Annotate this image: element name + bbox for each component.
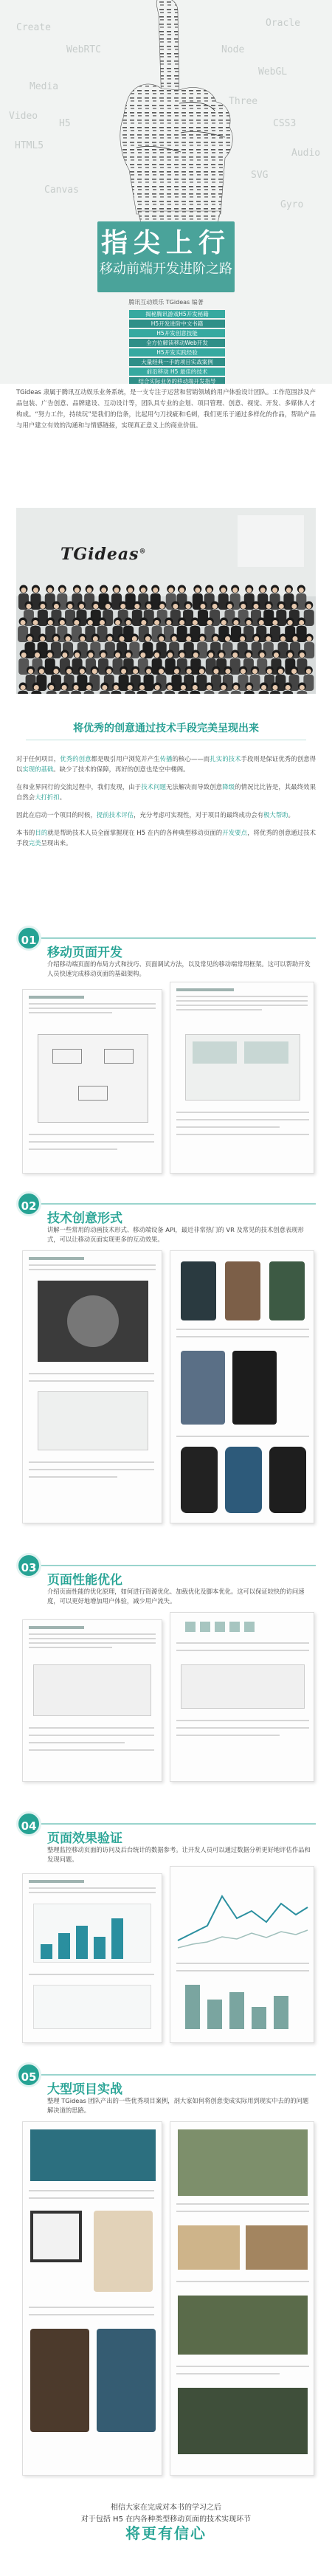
person-face [140,652,145,658]
team-photo [16,508,316,694]
person-face [241,604,246,609]
person-face [28,669,33,674]
person-face [146,669,151,674]
person-face [221,685,226,690]
person-face [35,652,40,658]
person-face [114,685,119,690]
closing-line: 对于包括 H5 在内各种类型移动页面的技术实现环节 [80,2515,252,2524]
person-face [106,604,111,609]
person-face [26,604,31,609]
person-body [244,691,255,694]
person-face [101,652,106,658]
person-face [33,588,38,593]
chapter-number: 02 [16,1191,41,1216]
person-face [187,669,192,674]
person-face [21,652,27,658]
person-face [280,636,286,641]
person-face [219,652,224,658]
bg-word: H5 [59,118,71,129]
person-face [225,669,230,674]
person-face [227,604,232,609]
feature-tag: 全方位解读移动Web开发 [129,339,225,347]
bg-word: SVG [251,170,269,181]
chapter-line [30,1823,316,1825]
person-face [246,685,252,690]
person-face [100,620,105,625]
person-face [266,636,271,641]
person-face [40,604,45,609]
person-face [232,588,238,593]
closing-line: 相信大家在完成对本书的学习之后 [111,2504,221,2512]
person-body [165,691,175,694]
person-face [306,604,311,609]
mission-paragraph: 对于任何项目，优秀的创意都是吸引用户浏览并产生传播的核心——而扎实的技术手段则是保证优秀的创意得以实现的基础。缺少了技术的保障，再好的创意也是空中楼阁。 [16,755,317,773]
person-face [53,636,58,641]
chapter-01 [0,923,332,1188]
chapter-line [30,1565,316,1566]
person-face [48,620,53,625]
person-face [193,652,198,658]
person-face [207,588,212,593]
person-face [134,604,139,609]
person-body [204,691,215,694]
person-face [181,685,186,690]
person-face [153,588,158,593]
person-face [193,620,198,625]
book-pages-preview [22,1866,314,2047]
book-pages-preview [22,1250,314,1531]
person-face [299,620,304,625]
chapter-02 [0,1188,332,1535]
person-face [21,685,26,690]
person-face [141,620,146,625]
feature-tag: 揭秘腾讯游戏H5开发秘籍 [129,310,225,318]
mission-heading: 将优秀的创意通过技术手段完美呈现出来 [73,723,259,734]
person-face [62,652,67,658]
person-face [75,588,80,593]
person-face [126,652,131,658]
person-face [60,588,65,593]
person-body [31,691,41,694]
person-face [286,588,291,593]
mission-paragraph: 在和业界同行的交流过程中，我们发现，由于技术问题无法解决而导致创意降级的情况比比皆是，其最终效果自然会大打折扣。 [16,783,317,801]
hero-banner [0,0,332,384]
person-face [168,588,173,593]
person-face [114,588,119,593]
person-face [233,685,238,690]
chapter-04 [0,1808,332,2052]
person-body [304,642,314,658]
person-face [241,669,246,674]
chapter-03 [0,1550,332,1794]
person-face [33,620,38,625]
book-page [22,1619,162,1782]
closing-highlight: 将更有信心 [125,2524,207,2542]
chapter-desc: 介绍页面性能的优化原理，如何进行资源优化、加载优化及脚本优化。这可以保证较快的访问速度，可以更好地增加用户体验，减少用户流失。 [47,1588,305,1605]
person-face [92,669,97,674]
person-face [259,620,264,625]
person-face [174,669,179,674]
chapter-desc: 介绍移动端页面的布局方式和技巧、页面调试方法，以及常见的移动端常用框架。这可以帮助开发人员快速完成移动页面的基础架构。 [47,960,311,977]
bg-word: Gyro [280,199,304,210]
person-face [207,620,212,625]
person-face [253,604,258,609]
person-body [257,658,267,675]
person-body [38,610,48,626]
person-body [190,691,200,694]
chapter-title: 移动页面开发 [47,946,122,960]
chapter-line [30,2074,316,2076]
person-face [39,669,44,674]
book-page [170,1250,314,1523]
chapter-number: 04 [16,1811,41,1836]
person-face [21,620,26,625]
person-face [166,620,171,625]
person-body [218,691,229,694]
bg-word: Video [9,111,38,122]
person-body [84,691,94,694]
person-face [167,685,173,690]
person-face [199,669,204,674]
person-face [221,588,226,593]
person-face [260,588,266,593]
person-face [115,620,120,625]
person-face [27,636,32,641]
person-body [71,691,81,694]
bg-word: Node [221,44,245,55]
closing-section [0,2502,332,2576]
book-pages-preview [22,1612,314,1789]
person-face [233,620,238,625]
feature-tag: 前沿移动 H5 最佳的技术 [129,368,225,376]
team-intro [0,384,332,509]
chapter-line [30,937,316,939]
feature-tag: H5开发实践经验 [129,348,225,357]
chapter-desc: 整理 TGideas 团队产出的一些优秀项目案例，剖大家如何将创意变成实际用到现实中去的的问题解决道的思路。 [47,2097,309,2114]
chapter-number: 01 [16,926,41,951]
person-face [115,652,120,658]
bg-word: HTML5 [15,140,44,151]
person-face [87,588,92,593]
person-body [100,691,110,694]
person-face [66,636,71,641]
person-face [53,669,58,674]
bg-word: WebGL [258,66,288,78]
mission-paragraph: 因此在启动一个项目的时候，提前技术评估，充分考虑可实现性，对于项目的最终成功会有极大帮助。 [16,811,294,819]
person-face [60,620,65,625]
person-face [213,669,218,674]
person-face [80,636,85,641]
person-face [88,620,93,625]
person-face [193,685,198,690]
person-face [195,588,200,593]
person-face [272,620,277,625]
person-face [300,685,305,690]
book-title: 指尖上行 [100,228,231,258]
person-face [186,604,191,609]
person-face [40,636,45,641]
chapter-number: 03 [16,1553,41,1578]
person-body [125,691,135,694]
person-body [136,691,147,694]
book-page [170,2121,314,2476]
person-face [179,652,184,658]
book-pages-preview [22,982,314,1181]
person-body [283,691,293,694]
person-face [133,669,138,674]
person-face [159,604,165,609]
chapter-desc: 讲解一些常用的动画技术形式、移动端设备 API，最近非常热门的 VR 及常见的技术创意表现形式，可以让移动页面实现更多的互动效果。 [47,1226,304,1243]
chapter-title: 技术创意形式 [47,1211,122,1226]
feature-tags [129,310,225,384]
person-face [173,604,178,609]
bg-word: Create [16,22,51,33]
person-face [101,588,106,593]
person-face [213,636,218,641]
bg-word: Media [30,81,59,92]
person-face [89,652,94,658]
person-body [178,691,188,694]
person-body [59,691,69,694]
person-face [145,636,151,641]
person-face [49,685,54,690]
chapter-title: 大型项目实战 [47,2082,122,2097]
person-face [286,685,291,690]
person-face [34,685,39,690]
person-face [246,620,252,625]
person-body [304,610,314,626]
chapter-title: 页面性能优化 [47,1573,122,1588]
bg-word: CSS3 [273,118,297,129]
person-face [306,669,311,674]
person-face [128,685,133,690]
person-face [272,588,277,593]
person-face [120,636,125,641]
person-face [146,604,151,609]
person-face [212,604,218,609]
person-face [252,669,257,674]
book-page [22,989,162,1174]
person-face [93,604,98,609]
person-body [231,691,241,694]
person-face [159,636,164,641]
person-body [152,691,162,694]
person-face [62,685,67,690]
person-face [75,652,80,658]
pointing-hand-illustration [85,0,258,258]
person-face [107,636,112,641]
person-face [274,652,279,658]
person-face [54,604,59,609]
person-face [200,636,205,641]
person-face [299,588,304,593]
person-face [260,652,265,658]
person-face [246,652,251,658]
book-page [22,1250,162,1523]
book-page [22,1873,162,2043]
feature-tag: H5开发进阶中文书籍 [129,320,225,328]
person-face [47,652,52,658]
person-body [111,691,121,694]
person-face [126,620,131,625]
team-photo-illustration [16,508,316,694]
person-face [121,669,126,674]
book-page [170,1866,314,2043]
person-body [46,691,57,694]
book-page [170,1612,314,1782]
bg-word: Three [229,96,258,107]
person-face [288,620,293,625]
person-face [154,620,159,625]
person-face [279,604,284,609]
person-face [254,636,259,641]
chapter-title: 页面效果验证 [47,1831,122,1846]
person-face [179,588,184,593]
book-title-box [97,221,235,292]
person-face [74,685,79,690]
person-body [270,691,280,694]
tgideas-logo: TGideas® [60,545,147,564]
person-face [86,685,91,690]
person-face [225,636,230,641]
person-face [93,636,98,641]
person-face [246,588,252,593]
person-face [288,652,293,658]
person-face [66,669,72,674]
line-graph-thumbnail [170,1874,314,1955]
person-body [259,691,269,694]
person-body [18,691,28,694]
person-face [120,604,125,609]
person-face [155,685,160,690]
feature-tag: 大量经典一手的项目实战案例 [129,358,225,366]
person-face [167,652,173,658]
person-face [132,636,137,641]
bg-word: Canvas [44,185,79,196]
bg-word: WebRTC [66,44,101,55]
person-face [159,669,164,674]
chapter-line [30,1203,316,1205]
person-face [179,620,184,625]
person-face [267,669,272,674]
person-face [232,652,238,658]
mission-paragraph: 本书的目的就是帮助技术人员全面掌握现在 H5 在内的各种典型移动页面的开发要点，将优秀的创意通过技术手段完美呈现出来。 [16,829,317,847]
bg-word: Oracle [266,18,300,29]
person-face [102,685,107,690]
person-face [106,669,111,674]
person-face [266,604,272,609]
person-face [47,588,52,593]
person-face [186,636,191,641]
chapter-number: 05 [16,2062,41,2087]
person-face [74,620,79,625]
person-face [307,636,312,641]
person-body [230,658,241,675]
person-face [80,669,85,674]
feature-tag: H5开发创意技能 [129,329,225,337]
person-face [128,588,133,593]
book-author: 腾讯互动娱乐 TGideas 编著 [128,299,204,306]
person-face [208,652,213,658]
chapter-05 [0,2059,332,2502]
person-face [21,588,26,593]
chapter-desc: 整理监控移动页面的访问及后台统计的数据参考。让开发人员可以通过数据分析更好地评估作品和发现问题。 [47,1846,311,1863]
person-face [221,620,226,625]
person-face [278,669,283,674]
person-face [272,685,277,690]
bg-word: Audio [291,148,321,159]
mission-section [0,709,332,915]
person-face [291,604,297,609]
book-pages-preview [22,2121,314,2490]
book-page [170,982,314,1174]
person-face [139,685,145,690]
person-face [291,669,297,674]
person-face [207,685,212,690]
person-face [200,604,205,609]
person-face [292,636,297,641]
book-page [22,2121,162,2476]
person-face [300,652,305,658]
feature-tag: 结合实际业务的移动端开发指导 [129,377,225,384]
book-subtitle: 移动前端开发进阶之路 [100,261,232,277]
person-face [79,604,84,609]
person-body [297,691,307,694]
person-face [68,604,73,609]
person-face [154,652,159,658]
person-face [172,636,177,641]
person-face [240,636,245,641]
person-face [261,685,266,690]
person-face [141,588,146,593]
team-intro-text: TGideas 隶属于腾讯互动娱乐业务系统，是一支专注于运营和营销领域的用户体验设计团队。工作范围涉及产品包装、广告创意、品牌建设、互动设计等，团队具专业的企划、项目管理、创意、视觉、开发、多媒体人才构成。“努力工作，持续玩”是我们的信条，比起用勺刀找疵和毛刺，我们更乐于通过多样化的作品，帮助产品与用户建立有效的沟通和与情感链接，实现真正意义上的商业价值。 [16,388,316,429]
